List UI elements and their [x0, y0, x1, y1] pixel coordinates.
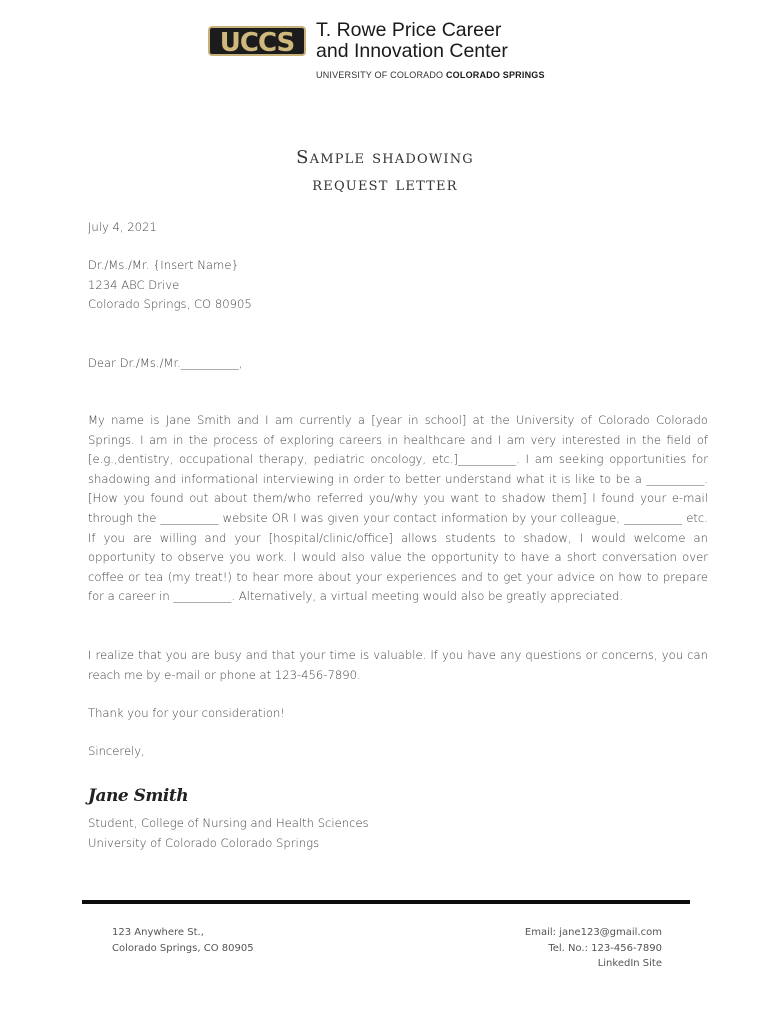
sender-line: Student, College of Nursing and Health Sciences [88, 816, 369, 830]
body-paragraph-1: My name is Jane Smith and I am currently a [year in school] at the University of Colorado Colorado Springs. I am in the process of exploring careers in healthcare and I am very interested in the field of [e.g.,dentistry, occupational therapy, pediatric oncology, etc.]__________. I am seeking opportunities for shadowing and informational interviewing in order to better understand what it is like to be a __________. [How you found out about them/who referred you/why you want to shadow them] I found your e-mail through the __________ website OR I was given your contact information by your colleague, __________ etc. If you are willing and your [hospital/clinic/office] allows students to shadow, I would welcome an opportunity to observe you work. I would also value the opportunity to have a short conversation over coffee or tea (my treat!) to hear more about your experiences and to get your advice on how to prepare for a career in __________. Alternatively, a virtual meeting would also be greatly appreciated. [88, 413, 708, 604]
footer-email: Email: jane123@gmail.com [524, 927, 662, 938]
thanks-line: Thank you for your consideration! [88, 706, 285, 720]
closing-block [88, 742, 708, 762]
letter-date-block [88, 218, 708, 238]
header-logo [208, 18, 568, 84]
university-line [316, 70, 545, 80]
center-name [316, 20, 508, 62]
letter-date: July 4, 2021 [88, 220, 157, 234]
thanks-block [88, 704, 708, 724]
footer-address [112, 925, 254, 956]
sender-line: University of Colorado Colorado Springs [88, 835, 320, 850]
sender-info [88, 814, 708, 853]
address-line: Dr./Ms./Mr. {Insert Name} [88, 258, 239, 272]
body-paragraph-2: I realize that you are busy and that your time is valuable. If you have any questions or concerns, you can reach me by e-mail or phone at 123-456-7890. [88, 648, 708, 682]
university-campus: COLORADO SPRINGS [445, 70, 545, 80]
title-line1: Sample shadowing [296, 147, 474, 168]
footer-linkedin: LinkedIn Site [597, 958, 662, 969]
center-name-line1: T. Rowe Price Career [316, 19, 502, 41]
address-line: Colorado Springs, CO 80905 [88, 297, 252, 311]
salutation: Dear Dr./Ms./Mr.__________, [88, 356, 243, 370]
footer-phone: Tel. No.: 123-456-7890 [548, 942, 662, 954]
footer-address-line: 123 Anywhere St., [112, 927, 204, 938]
salutation-block [88, 354, 708, 374]
signature: Jane Smith [88, 786, 189, 806]
footer-address-line: Colorado Springs, CO 80905 [112, 942, 254, 954]
title-line2: request letter [312, 174, 458, 195]
address-line: 1234 ABC Drive [88, 277, 180, 292]
closing-line: Sincerely, [88, 744, 145, 758]
footer-divider [82, 900, 690, 904]
footer-contact [525, 925, 662, 972]
center-name-line2: and Innovation Center [316, 40, 508, 62]
university-prefix: UNIVERSITY OF COLORADO [316, 70, 444, 80]
recipient-address [88, 256, 708, 315]
uccs-logo: UCCS [208, 26, 306, 56]
page-title [0, 144, 770, 198]
